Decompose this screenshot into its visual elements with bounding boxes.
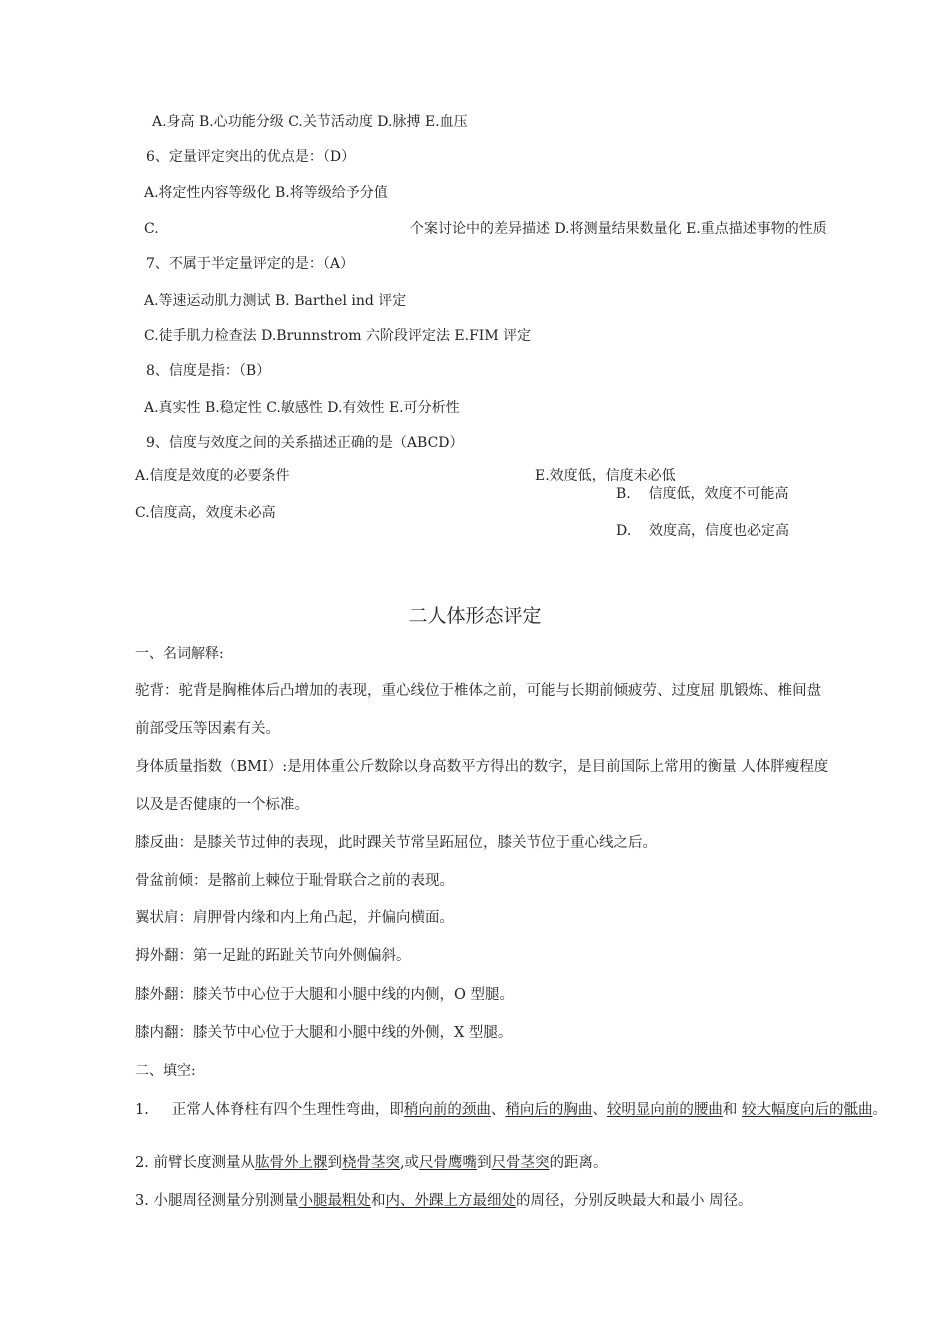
q7-options-line1: A.等速运动肌力测试 B. Barthel ind 评定 xyxy=(144,293,407,309)
fill-3-end: 的周径，分别反映最大和最小 周径。 xyxy=(515,1193,753,1209)
term-bmi-line1: 身体质量指数（BMI）:是用体重公斤数除以身高数平方得出的数字，是目前国际上常用的衡量 人体胖瘦程度 xyxy=(135,759,829,775)
q8-options: A.真实性 B.稳定性 C.敏感性 D.有效性 E.可分析性 xyxy=(144,400,460,416)
q9-option-e: E.效度低，信度未必低 xyxy=(535,468,676,484)
fill-3-answer-a: 小腿最粗处 xyxy=(298,1193,371,1209)
q9-option-c: C.信度高，效度未必高 xyxy=(135,505,276,521)
term-xiwaifan: 膝外翻：膝关节中心位于大腿和小腿中线的内侧，O 型腿。 xyxy=(135,987,514,1003)
fill-2-to1: 到 xyxy=(327,1155,342,1171)
term-xifanqu: 膝反曲：是膝关节过伸的表现，此时踝关节常呈跖屈位，膝关节位于重心线之后。 xyxy=(135,835,657,851)
fill-2-or: ,或 xyxy=(399,1155,420,1171)
q6-options-line2-rest: 个案讨论中的差异描述 D.将测量结果数量化 E.重点描述事物的性质 xyxy=(410,221,827,237)
term-xineifan: 膝内翻：膝关节中心位于大腿和小腿中线的外侧，X 型腿。 xyxy=(135,1025,513,1041)
q7-question: 7、不属于半定量评定的是：（A） xyxy=(146,256,355,272)
term-pengu: 骨盆前倾：是髂前上棘位于耻骨联合之前的表现。 xyxy=(135,873,454,889)
fill-item-2 xyxy=(135,1154,608,1172)
fill-3-answer-b: 内、外踝上方最细处 xyxy=(385,1193,516,1209)
fill-2-to2: 到 xyxy=(477,1155,492,1171)
terms-heading: 一、名词解释: xyxy=(135,646,224,662)
fill-3-and: 和 xyxy=(370,1193,386,1209)
fill-1-prefix: 1. 正常人体脊柱有四个生理性弯曲，即 xyxy=(135,1102,404,1118)
section-title: 二人体形态评定 xyxy=(408,605,542,627)
q5-options: A.身高 B.心功能分级 C.关节活动度 D.脉搏 E.血压 xyxy=(152,114,468,130)
fill-2-answer-d: 尺骨茎突 xyxy=(491,1155,550,1171)
term-tuobei-line2: 前部受压等因素有关。 xyxy=(135,721,280,737)
q9-option-a: A.信度是效度的必要条件 xyxy=(135,468,290,484)
fill-1-sep2: 、 xyxy=(592,1102,607,1118)
q6-options-line2-c: C. xyxy=(144,221,159,237)
fill-1-end: 。 xyxy=(872,1102,887,1118)
q9-option-b: B. 信度低，效度不可能高 xyxy=(616,486,789,502)
fill-2-answer-a: 肱骨外上髁 xyxy=(254,1155,328,1171)
fill-1-answer-a: 稍向前的颈曲 xyxy=(403,1102,491,1118)
fill-item-1 xyxy=(135,1102,887,1119)
fill-2-answer-b: 桡骨茎突 xyxy=(341,1155,400,1171)
fill-2-answer-c: 尺骨鹰嘴 xyxy=(419,1155,478,1171)
term-bmi-line2: 以及是否健康的一个标准。 xyxy=(135,797,309,813)
q8-question: 8、信度是指：（B） xyxy=(146,363,271,379)
fill-3-prefix: 3. 小腿周径测量分别测量 xyxy=(135,1193,299,1209)
q6-question: 6、定量评定突出的优点是：（D） xyxy=(146,149,356,165)
q7-options-line2: C.徒手肌力检查法 D.Brunnstrom 六阶段评定法 E.FIM 评定 xyxy=(144,328,532,344)
fill-2-end: 的距离。 xyxy=(549,1155,608,1171)
term-tuobei-line1: 驼背：驼背是胸椎体后凸增加的表现，重心线位于椎体之前，可能与长期前倾疲劳、过度屈 肌锻炼、椎间盘 xyxy=(135,683,822,699)
fill-1-answer-b: 稍向后的胸曲 xyxy=(505,1102,593,1118)
q6-options-line1: A.将定性内容等级化 B.将等级给予分值 xyxy=(144,185,388,201)
term-yizhuangjian: 翼状肩：肩胛骨内缘和内上角凸起，并偏向横面。 xyxy=(135,910,454,926)
fill-1-sep1: 、 xyxy=(490,1102,506,1118)
fill-1-and: 和 xyxy=(722,1102,742,1118)
fill-item-3 xyxy=(135,1192,753,1210)
fill-2-prefix: 2. 前臂长度测量从 xyxy=(135,1155,255,1171)
q9-option-d: D. 效度高，信度也必定高 xyxy=(616,523,789,539)
fill-heading: 二、填空: xyxy=(135,1063,196,1079)
q9-question: 9、信度与效度之间的关系描述正确的是（ABCD） xyxy=(146,435,464,451)
fill-1-answer-c: 较明显向前的腰曲 xyxy=(606,1102,723,1118)
fill-1-answer-d: 较大幅度向后的骶曲 xyxy=(742,1102,873,1118)
term-muwaifan: 拇外翻：第一足趾的跖趾关节向外侧偏斜。 xyxy=(135,948,411,964)
